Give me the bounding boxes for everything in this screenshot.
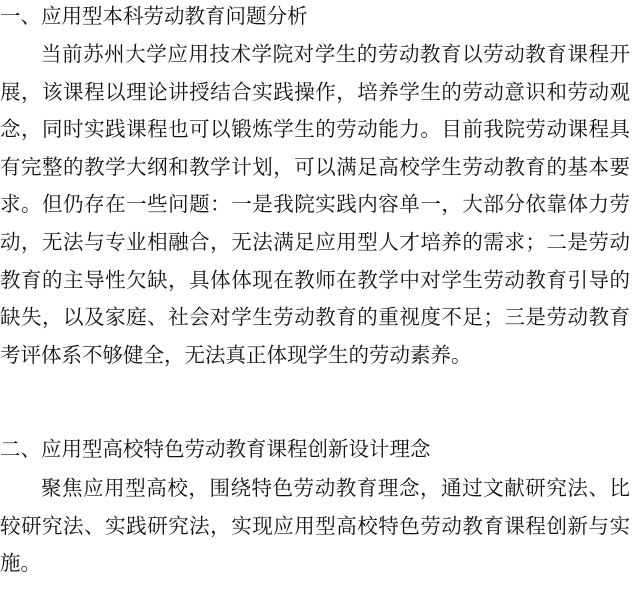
section-paragraph-design-concept: 聚焦应用型高校，围绕特色劳动教育理念，通过文献研究法、比较研究法、实践研究法，实现应用型高校特色劳动教育课程创新与实施。 xyxy=(0,476,630,576)
section-heading-design-concept: 二、应用型高校特色劳动教育课程创新设计理念 xyxy=(0,437,431,461)
section-paragraph-problem-analysis: 当前苏州大学应用技术学院对学生的劳动教育以劳动教育课程开展，该课程以理论讲授结合实践操作，培养学生的劳动意识和劳动观念，同时实践课程也可以锻炼学生的劳动能力。目前我院劳动课程具有完整的教学大纲和教学计划，可以满足高校学生劳动教育的基本要求。但仍存在一些问题：一是我院实践内容单一，大部分依靠体力劳动，无法与专业相融合，无法满足应用型人才培养的需求；二是劳动教育的主导性欠缺，具体体现在教师在教学中对学生劳动教育引导的缺失，以及家庭、社会对学生劳动教育的重视度不足；三是劳动教育考评体系不够健全，无法真正体现学生的劳动素养。 xyxy=(0,42,630,367)
section-heading-problem-analysis: 一、应用型本科劳动教育问题分析 xyxy=(0,4,308,28)
